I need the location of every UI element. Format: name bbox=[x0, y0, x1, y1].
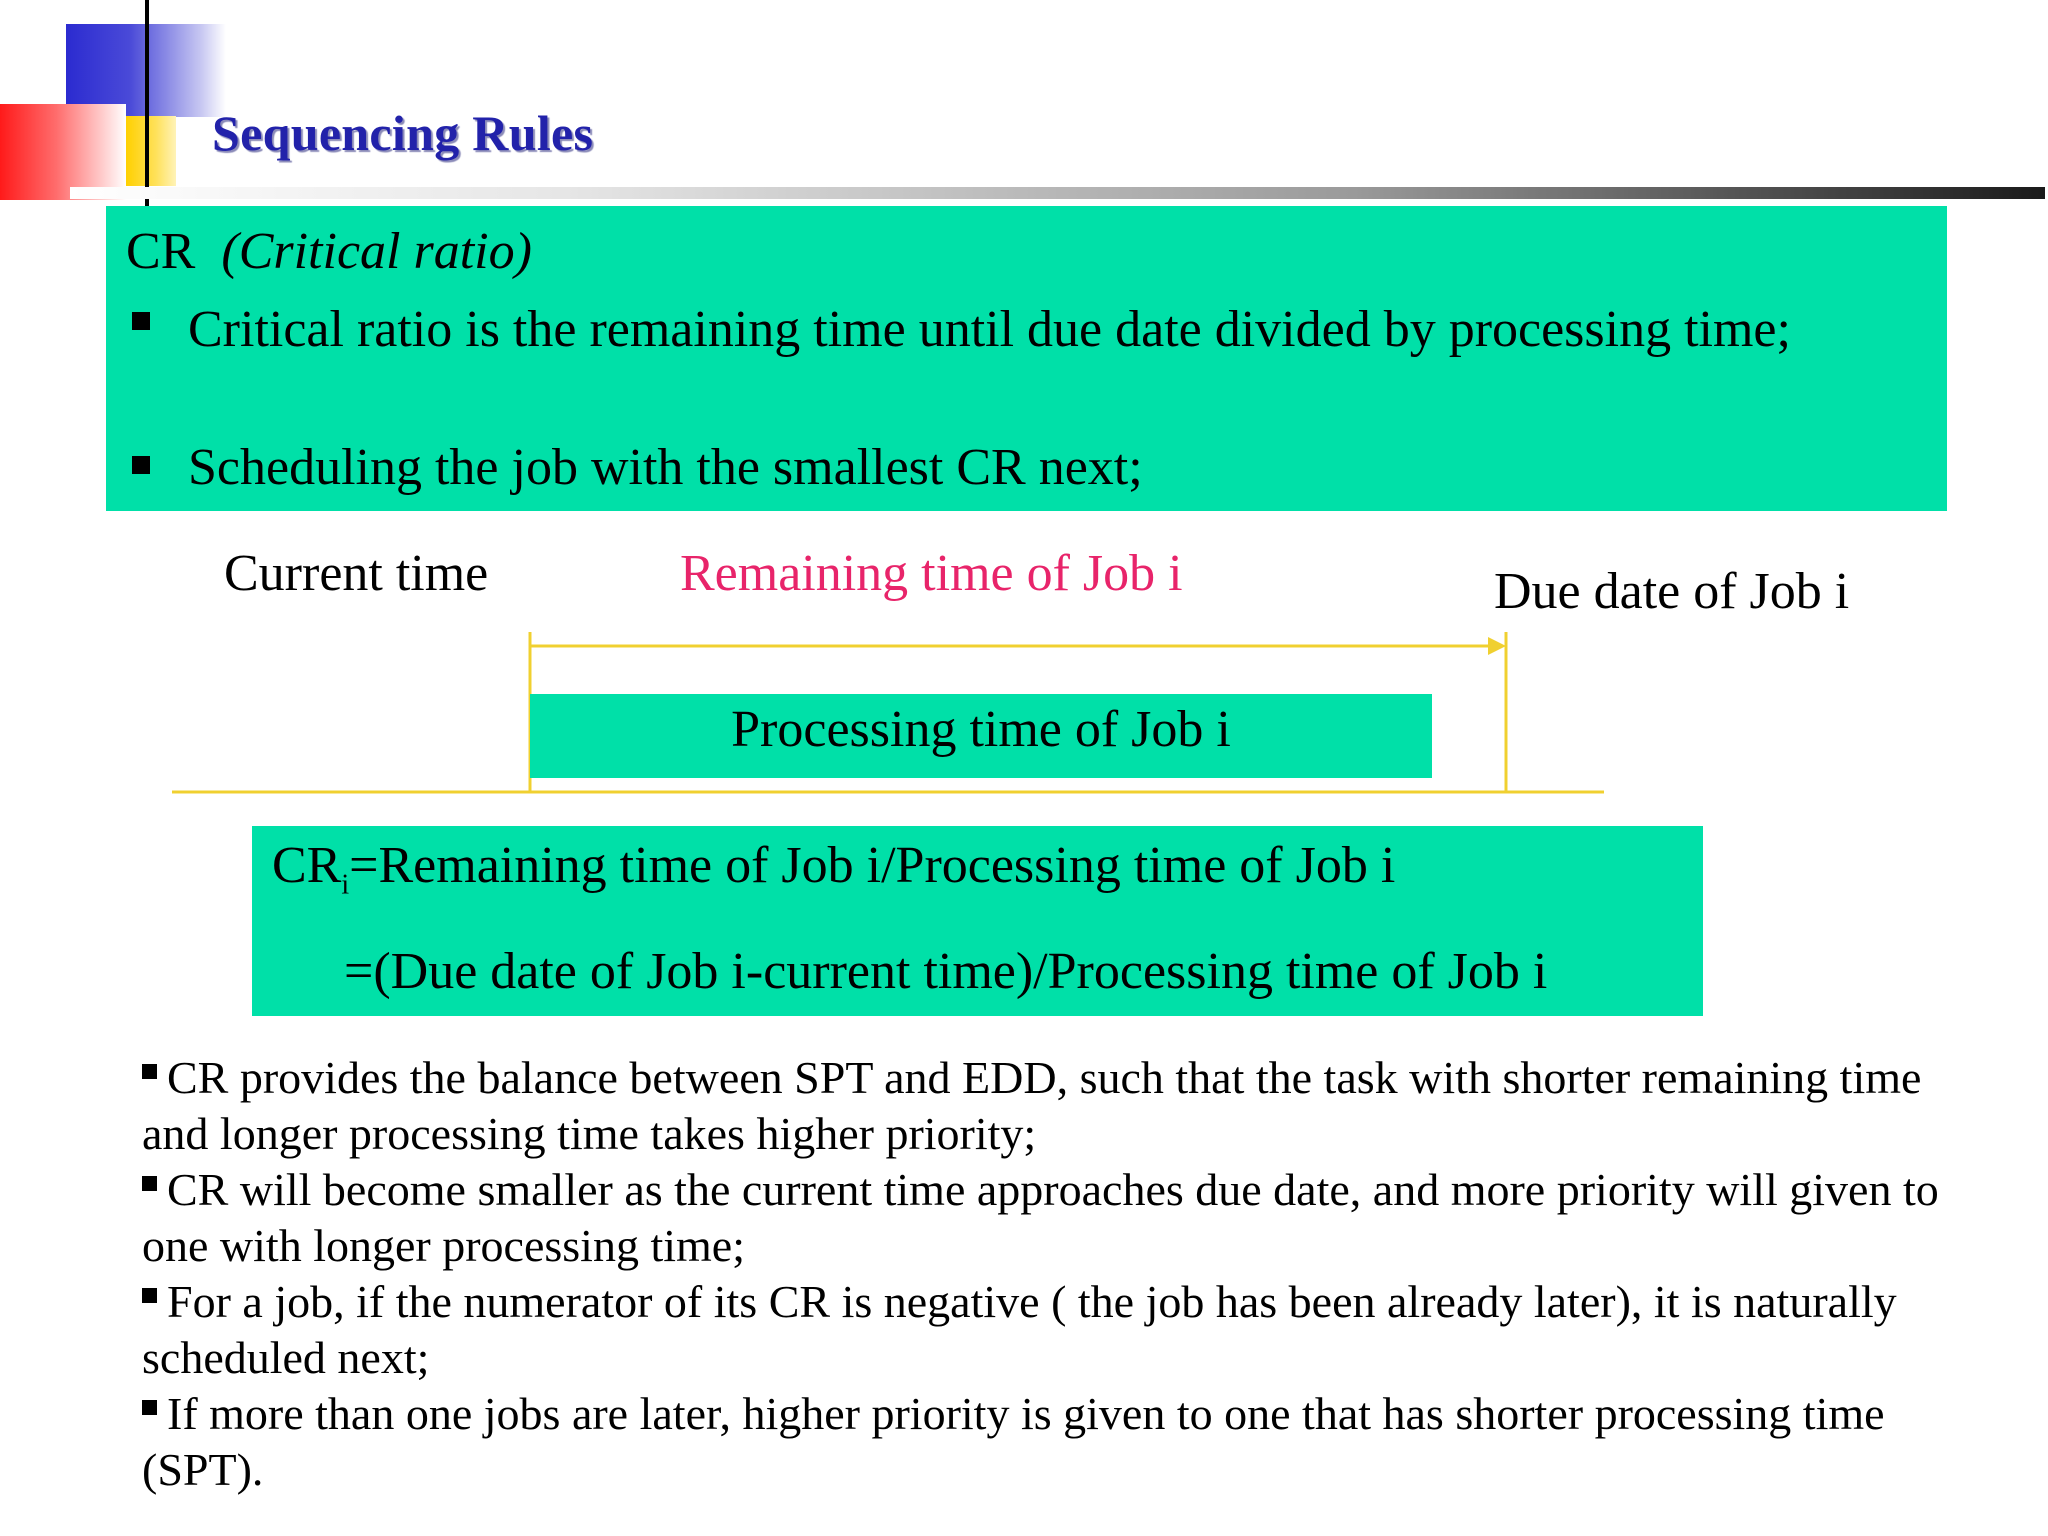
note-text: CR will become smaller as the current time approaches due date, and more priority will given to one with longer processing time; bbox=[142, 1164, 1939, 1271]
definition-bullet-2: Scheduling the job with the smallest CR next; bbox=[188, 439, 1143, 496]
cr-heading-full: (Critical ratio) bbox=[221, 223, 532, 280]
processing-time-box bbox=[530, 694, 1432, 778]
note-text: If more than one jobs are later, higher priority is given to one that has shorter processing time (SPT). bbox=[142, 1388, 1885, 1495]
formula-line-2: =(Due date of Job i-current time)/Processing time of Job i bbox=[344, 943, 1548, 1000]
note-text: CR provides the balance between SPT and EDD, such that the task with shorter remaining time and longer processing time takes higher priority; bbox=[142, 1052, 1922, 1159]
remaining-time-label: Remaining time of Job i bbox=[680, 545, 1183, 602]
formula-box bbox=[252, 826, 1703, 1016]
processing-time-label: Processing time of Job i bbox=[731, 701, 1231, 758]
cr-heading-abbrev: CR bbox=[126, 223, 196, 280]
current-time-label: Current time bbox=[224, 545, 489, 602]
bullet-square-icon bbox=[142, 1400, 157, 1415]
note-item bbox=[142, 1386, 1942, 1498]
note-item bbox=[142, 1162, 1942, 1274]
bullet-square-icon bbox=[142, 1288, 157, 1303]
bullet-square-icon bbox=[142, 1176, 157, 1191]
formula-line-1-rest: =Remaining time of Job i/Processing time of Job i bbox=[349, 837, 1396, 894]
formula-cr: CR bbox=[272, 837, 342, 894]
due-date-label: Due date of Job i bbox=[1494, 563, 1850, 620]
note-item bbox=[142, 1274, 1942, 1386]
arrowhead-icon bbox=[1488, 637, 1506, 655]
definition-bullet-1: Critical ratio is the remaining time until due date divided by processing time; bbox=[188, 301, 1791, 358]
formula-subscript: i bbox=[341, 869, 350, 901]
bullet-square-icon bbox=[142, 1064, 157, 1079]
slide-title: Sequencing Rules bbox=[212, 105, 594, 161]
note-item bbox=[142, 1050, 1942, 1162]
note-text: For a job, if the numerator of its CR is negative ( the job has been already later), it is naturally scheduled next; bbox=[142, 1276, 1897, 1383]
formula-line-1 bbox=[272, 836, 1395, 901]
